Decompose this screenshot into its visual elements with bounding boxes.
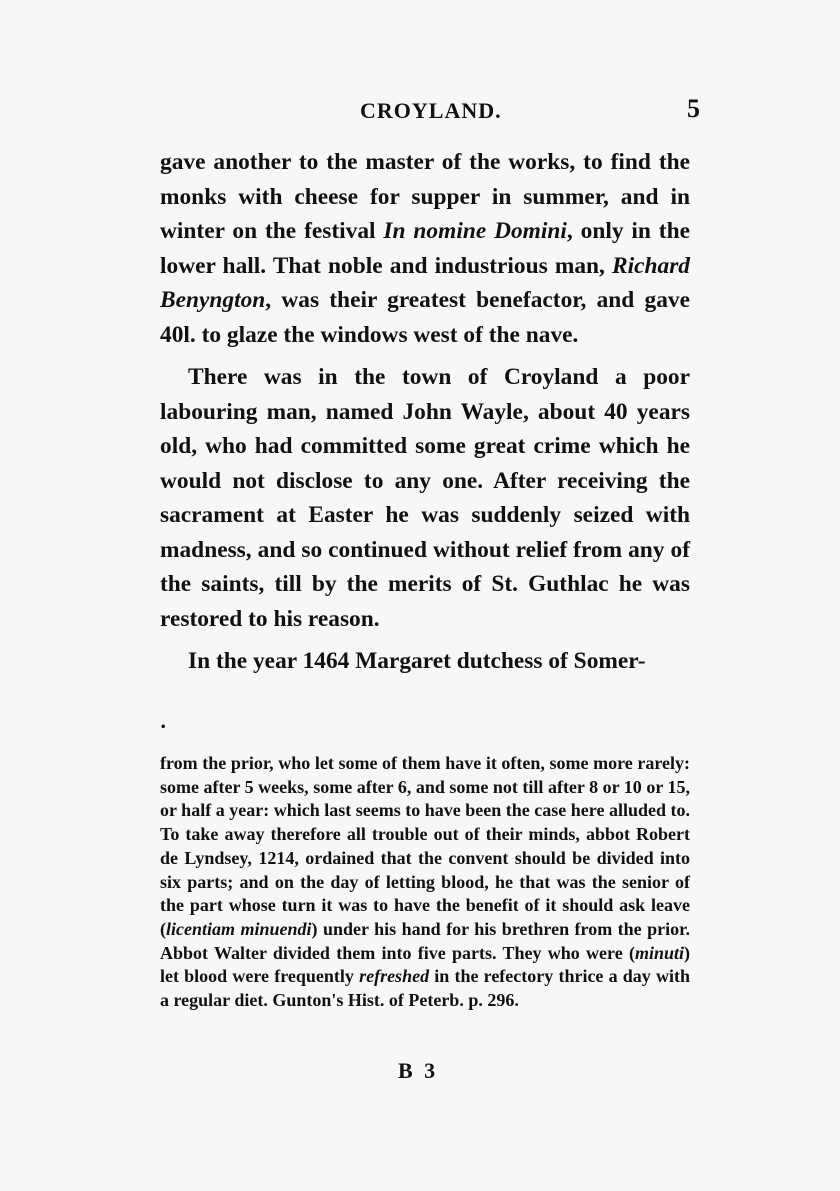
footnote-text-c: ) under his hand for his brethren from the prior. Abbot Walter divided them into five parts. They who were ( [160, 918, 690, 963]
footnote-marker: • [160, 722, 167, 733]
footnote [160, 752, 690, 1013]
signature-mark: B 3 [398, 1058, 439, 1083]
paragraph-1-text-a: gave another to the master of the works, to find the monks with cheese for supper in summer, and in winter on the festival [160, 149, 690, 244]
footnote-text-g: in the refectory thrice a day with a regular diet. Gunton's Hist. of Peterb. p. 296. [160, 966, 691, 1011]
page-header [160, 92, 700, 132]
page-number: 5 [687, 94, 700, 123]
paragraph-1-latin-phrase: In nomine Domini [383, 218, 567, 244]
footnote-latin-1: licentiam minuendi [166, 918, 312, 939]
paragraph-1-benefactor-name: Richard Benyngton [160, 252, 690, 313]
paragraph-1-text-c: , only in the lower hall. That noble and industrious man, [160, 218, 690, 279]
footnote-text-a: from the prior, who let some of them have it often, some more rarely: some after 5 weeks, some after 6, and some not till after 8 or 10 or 15, or half a year: which last seems to have been the case here alluded to. To take away therefore all trouble out of their minds, abbot Robert de Lyndsey, 1214, ordained that the convent should be divided into six parts; and on the day of letting blood, he that was the senior of the part whose turn it was to have the benefit of it should ask leave ( [160, 753, 690, 939]
paragraph-2: There was in the town of Croyland a poor labouring man, named John Wayle, about 40 years old, who had committed some great crime which he would not disclose to any one. After receiving the sacrament at Easter he was suddenly seized with madness, and so continued without relief from any of the saints, till by the merits of St. Guthlac he was restored to his reason. [160, 364, 690, 632]
footnote-latin-2: minuti [634, 942, 684, 963]
main-text [160, 145, 690, 679]
footnote-italic-refreshed: refreshed [359, 966, 430, 987]
paragraph-3: In the year 1464 Margaret dutchess of Somer- [188, 648, 646, 674]
paragraph-1 [160, 145, 690, 352]
footnote-text-e: ) let blood were frequently [160, 942, 690, 987]
running-head: CROYLAND. [360, 98, 502, 123]
paragraph-1-text-e: , was their greatest benefactor, and gave 40l. to glaze the windows west of the nave. [160, 287, 690, 348]
